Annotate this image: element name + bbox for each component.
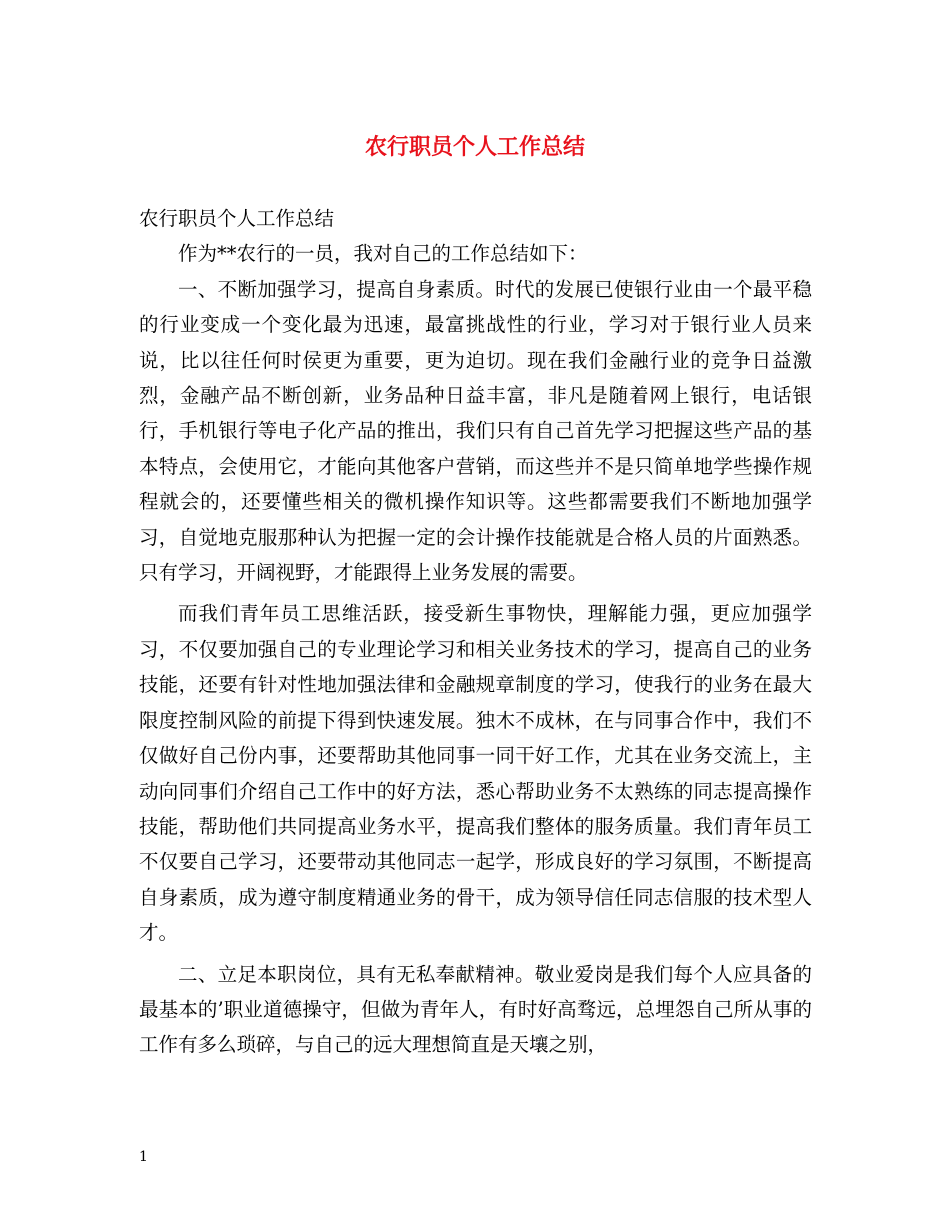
body-heading: 农行职员个人工作总结 [139,207,335,230]
page-number: 1 [139,1149,148,1165]
document-title: 农行职员个人工作总结 [364,134,585,160]
youth-learning-paragraph: 而我们青年员工思维活跃，接受新生事物快，理解能力强，更应加强学习，不仅要加强自己的专业理论学习和相关业务技术的学习，提高自己的业务技能，还要有针对性地加强法律和金融规章制度的学习，使我行的业务在最大限度控制风险的前提下得到快速发展。独木不成林，在与同事合作中，我们不仅做好自己份内事，还要帮助其他同事一同干好工作，尤其在业务交流上，主动向同事们介绍自己工作中的好方法，悉心帮助业务不太熟练的同志提高操作技能，帮助他们共同提高业务水平，提高我们整体的服务质量。我们青年员工不仅要自己学习，还要带动其他同志一起学，形成良好的学习氛围，不断提高自身素质，成为遵守制度精通业务的骨干，成为领导信任同志信服的技术型人才。 [139,602,812,945]
section-two-paragraph: 二、立足本职岗位，具有无私奉献精神。敬业爱岗是我们每个人应具备的最基本的’职业道德操守，但做为青年人，有时好高骛远，总埋怨自己所从事的工作有多么琐碎，与自己的远大理想简直是天壤之别， [139,962,812,1057]
section-one-paragraph: 一、不断加强学习，提高自身素质。时代的发展已使银行业由一个最平稳的行业变成一个变化最为迅速，最富挑战性的行业，学习对于银行业人员来说，比以往任何时侯更为重要，更为迫切。现在我们金融行业的竞争日益激烈，金融产品不断创新，业务品种日益丰富，非凡是随着网上银行，电话银行，手机银行等电子化产品的推出，我们只有自己首先学习把握这些产品的基本特点，会使用它，才能向其他客户营销，而这些并不是只简单地学些操作规程就会的，还要懂些相关的微机操作知识等。这些都需要我们不断地加强学习，自觉地克服那种认为把握一定的会计操作技能就是合格人员的片面熟悉。只有学习，开阔视野，才能跟得上业务发展的需要。 [139,277,812,585]
intro-paragraph: 作为**农行的一员，我对自己的工作总结如下： [178,242,588,266]
document-body [139,201,812,1063]
